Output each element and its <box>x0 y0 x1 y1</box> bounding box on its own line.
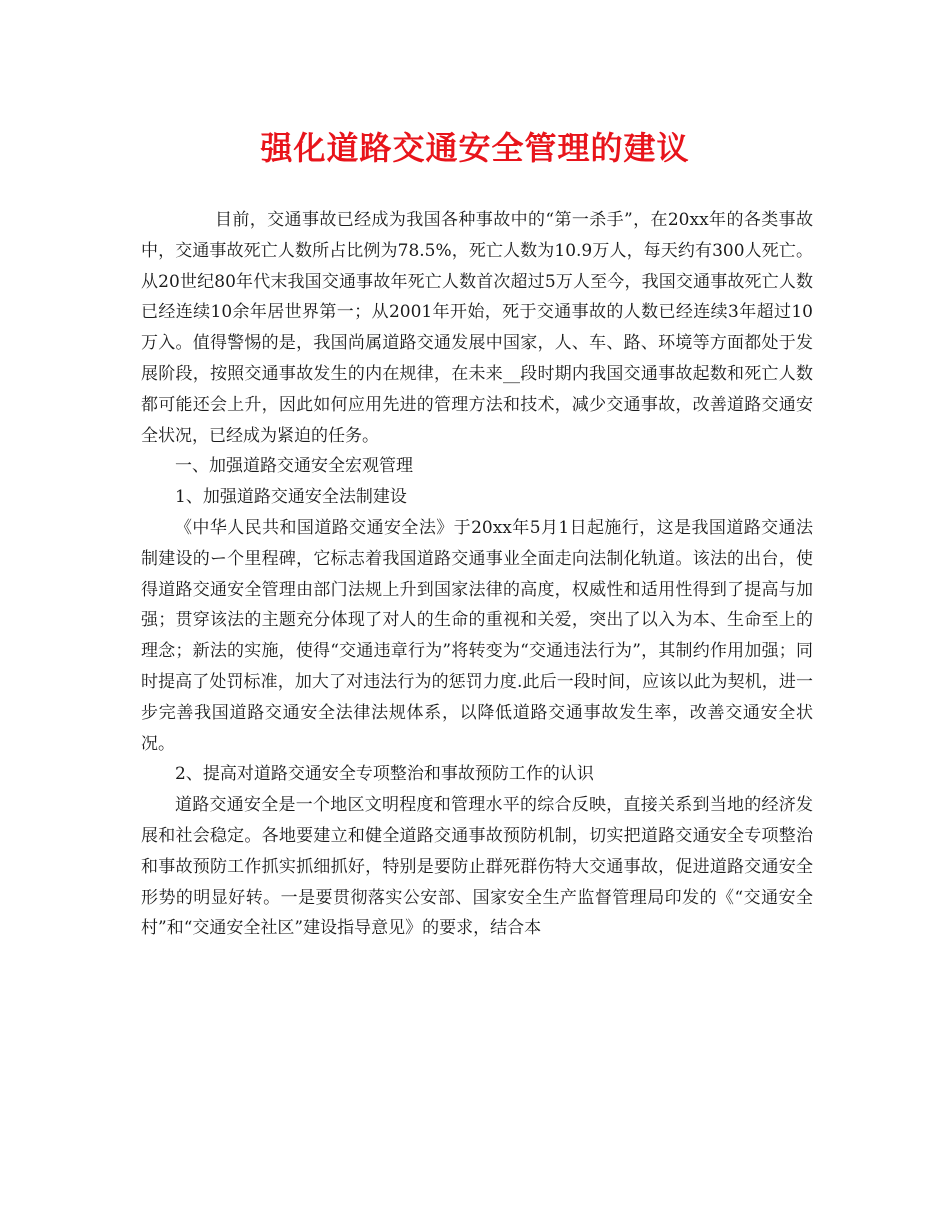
document-body <box>141 205 813 944</box>
subsection-heading-2: 2、提高对道路交通安全专项整治和事故预防工作的认识 <box>175 764 594 785</box>
section-heading-1: 一、加强道路交通安全宏观管理 <box>175 456 413 477</box>
prevention-paragraph: 道路交通安全是一个地区文明程度和管理水平的综合反映，直接关系到当地的经济发展和社会稳定。各地要建立和健全道路交通事故预防机制，切实把道路交通安全专项整治和事故预防工作抓实抓细抓好，特别是要防止群死群伤特大交通事故，促进道路交通安全形势的明显好转。一是要贯彻落实公安部、国家安全生产监督管理局印发的《“交通安全村”和“交通安全社区”建设指导意见》的要求，结合本 <box>141 795 813 939</box>
subsection-heading-1: 1、加强道路交通安全法制建设 <box>175 487 407 508</box>
intro-paragraph: 目前，交通事故已经成为我国各种事故中的“第一杀手”，在20xx年的各类事故中，交通事故死亡人数所占比例为78.5%，死亡人数为10.9万人，每天约有300人死亡。从20世纪80年代末我国交通事故年死亡人数首次超过5万人至今，我国交通事故死亡人数已经连续10余年居世界第一；从2001年开始，死于交通事故的人数已经连续3年超过10万入。值得警惕的是，我国尚属道路交通发展中国家，人、车、路、环境等方面都处于发展阶段，按照交通事故发生的内在规律，在未来__段时期内我国交通事故起数和死亡人数都可能还会上升，因此如何应用先进的管理方法和技术，减少交通事故，改善道路交通安全状况，已经成为紧迫的任务。 <box>141 210 813 446</box>
document-title: 强化道路交通安全管理的建议 <box>260 129 690 167</box>
law-paragraph: 《中华人民共和国道路交通安全法》于20xx年5月1日起施行，这是我国道路交通法制建设的ー个里程碑，它标志着我国道路交通事业全面走向法制化轨道。该法的出台，使得道路交通安全管理由部门法规上升到国家法律的高度，权威性和适用性得到了提高与加强；贯穿该法的主题充分体现了对人的生命的重视和关爱，突出了以入为本、生命至上的理念；新法的实施，使得“交通违章行为”将转变为“交通违法行为”，其制约作用加强；同时提高了处罚标准，加大了对违法行为的惩罚力度.此后一段时间，应该以此为契机，进一步完善我国道路交通安全法律法规体系，以降低道路交通事故发生率，改善交通安全状况。 <box>141 517 813 754</box>
